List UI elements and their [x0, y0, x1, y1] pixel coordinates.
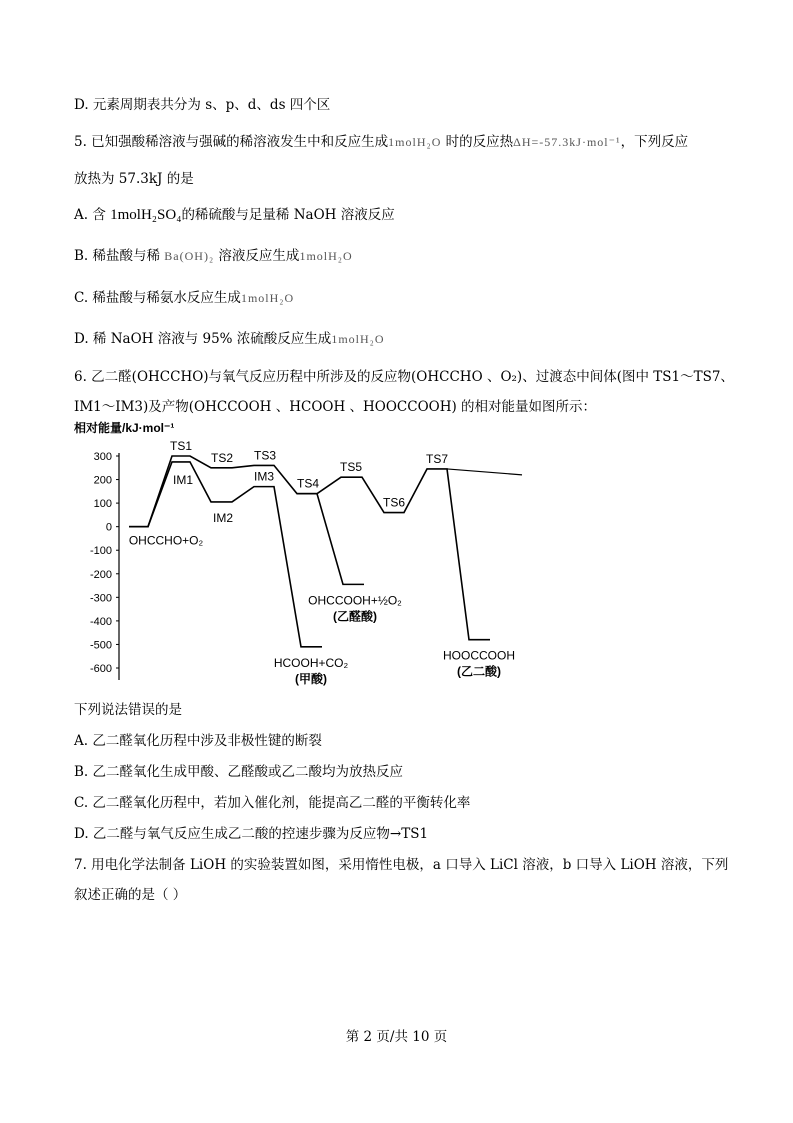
- q6-option-c: C. 乙二醛氧化历程中，若加入催化剂，能提高乙二醛的平衡转化率: [74, 795, 471, 811]
- q5-option-b: [74, 247, 353, 265]
- q5-option-a: [74, 206, 395, 224]
- y-tick-label: -400: [89, 615, 112, 628]
- state-label: IM2: [212, 510, 234, 525]
- y-tick-label: 0: [105, 521, 112, 534]
- q6-prompt: 下列说法错误的是: [74, 702, 182, 718]
- q5-option-c: [74, 289, 294, 307]
- q7-stem-line1: 7. 用电化学法制备 LiOH 的实验装置如图，采用惰性电极，a 口导入 LiCl 溶液，b 口导入 LiOH 溶液，下列: [74, 857, 729, 873]
- q6-option-a: A. 乙二醛氧化历程中涉及非极性键的断裂: [74, 733, 322, 749]
- y-tick-label: -100: [89, 545, 112, 558]
- product-label: HOOCCOOH: [443, 648, 515, 663]
- q5-stem-line2: 放热为 57.3kJ 的是: [74, 171, 194, 187]
- q5-option-a-pre: A. 含: [74, 207, 111, 223]
- q6-option-d: D. 乙二醛与氧气反应生成乙二酸的控速步骤为反应物→TS1: [74, 826, 429, 842]
- y-tick-label: 300: [93, 451, 112, 463]
- state-label: TS5: [339, 460, 363, 475]
- state-label: IM1: [172, 472, 194, 487]
- q5-option-d-product: 1molH₂O: [331, 332, 385, 346]
- product-name: (甲酸): [295, 671, 327, 686]
- y-axis-title: 相对能量/kJ·mol⁻¹: [74, 421, 175, 435]
- y-tick-label: -200: [89, 568, 112, 581]
- y-tick-label: -600: [89, 663, 112, 675]
- product-label: HCOOH+CO₂: [273, 655, 349, 670]
- state-label: TS1: [169, 439, 193, 453]
- state-label: TS4: [296, 476, 320, 491]
- product-name: (乙二酸): [457, 664, 501, 679]
- q5-formula-dh: ΔH=-57.3kJ·mol⁻¹: [513, 135, 621, 149]
- y-tick-label: -300: [89, 592, 112, 605]
- q5-option-b-formula: Ba(OH)₂: [164, 249, 215, 263]
- y-tick-label: -500: [89, 639, 112, 652]
- path-tail: [447, 469, 522, 475]
- q5-stem-line1: [74, 133, 688, 151]
- q5-option-c-pre: C. 稀盐酸与稀氨水反应生成: [74, 290, 241, 306]
- q5-option-c-product: 1molH₂O: [240, 291, 295, 305]
- q5-option-b-pre: B. 稀盐酸与稀: [74, 248, 165, 264]
- q5-option-b-mid: 溶液反应生成: [214, 248, 300, 264]
- y-tick-label: 200: [93, 474, 112, 487]
- y-axis-ticks: [90, 451, 119, 675]
- q4-option-d: D. 元素周期表共分为 s、p、d、ds 四个区: [74, 97, 331, 113]
- state-label: TS2: [210, 450, 234, 465]
- energy-diagram: [72, 420, 532, 695]
- q5-stem-text2: 时的反应热: [441, 134, 514, 150]
- q5-formula-h2o: 1molH₂O: [388, 135, 442, 149]
- q5-option-d: [74, 330, 385, 348]
- state-label: OHCCHO+O₂: [128, 533, 204, 548]
- q6-option-b: B. 乙二醛氧化生成甲酸、乙醛酸或乙二酸均为放热反应: [74, 764, 404, 780]
- q5-option-a-post: 的稀硫酸与足量稀 NaOH 溶液反应: [181, 207, 395, 223]
- path-to-glyoxylic-acid: [297, 494, 364, 585]
- q6-stem-line1: 6. 乙二醛(OHCCHO)与氧气反应历程中所涉及的反应物(OHCCHO 、O₂)、过渡态中间体(图中 TS1～TS7、: [74, 369, 734, 385]
- q5-stem-text1: 5. 已知强酸稀溶液与强碱的稀溶液发生中和反应生成: [74, 134, 389, 150]
- q5-option-a-formula: 1molH₂SO₄: [110, 207, 182, 223]
- q6-stem-line2: IM1～IM3)及产物(OHCCOOH 、HCOOH 、HOOCCOOH) 的相对能量如图所示：: [74, 399, 597, 415]
- product-name: (乙醛酸): [333, 609, 377, 624]
- state-label: TS3: [253, 448, 277, 463]
- product-label: OHCCOOH+½O₂: [308, 593, 402, 608]
- y-tick-label: 100: [93, 498, 112, 511]
- q5-stem-text3: ，下列反应: [620, 134, 689, 150]
- state-labels: [129, 439, 515, 686]
- q5-option-d-pre: D. 稀 NaOH 溶液与 95% 浓硫酸反应生成: [74, 331, 332, 347]
- state-label: TS6: [382, 495, 406, 510]
- page-footer: 第 2 页/共 10 页: [345, 1029, 448, 1045]
- state-label: IM3: [253, 469, 275, 484]
- q5-option-b-product: 1molH₂O: [299, 249, 353, 263]
- q7-stem-line2: 叙述正确的是（ ）: [74, 887, 187, 903]
- state-label: TS7: [425, 451, 449, 466]
